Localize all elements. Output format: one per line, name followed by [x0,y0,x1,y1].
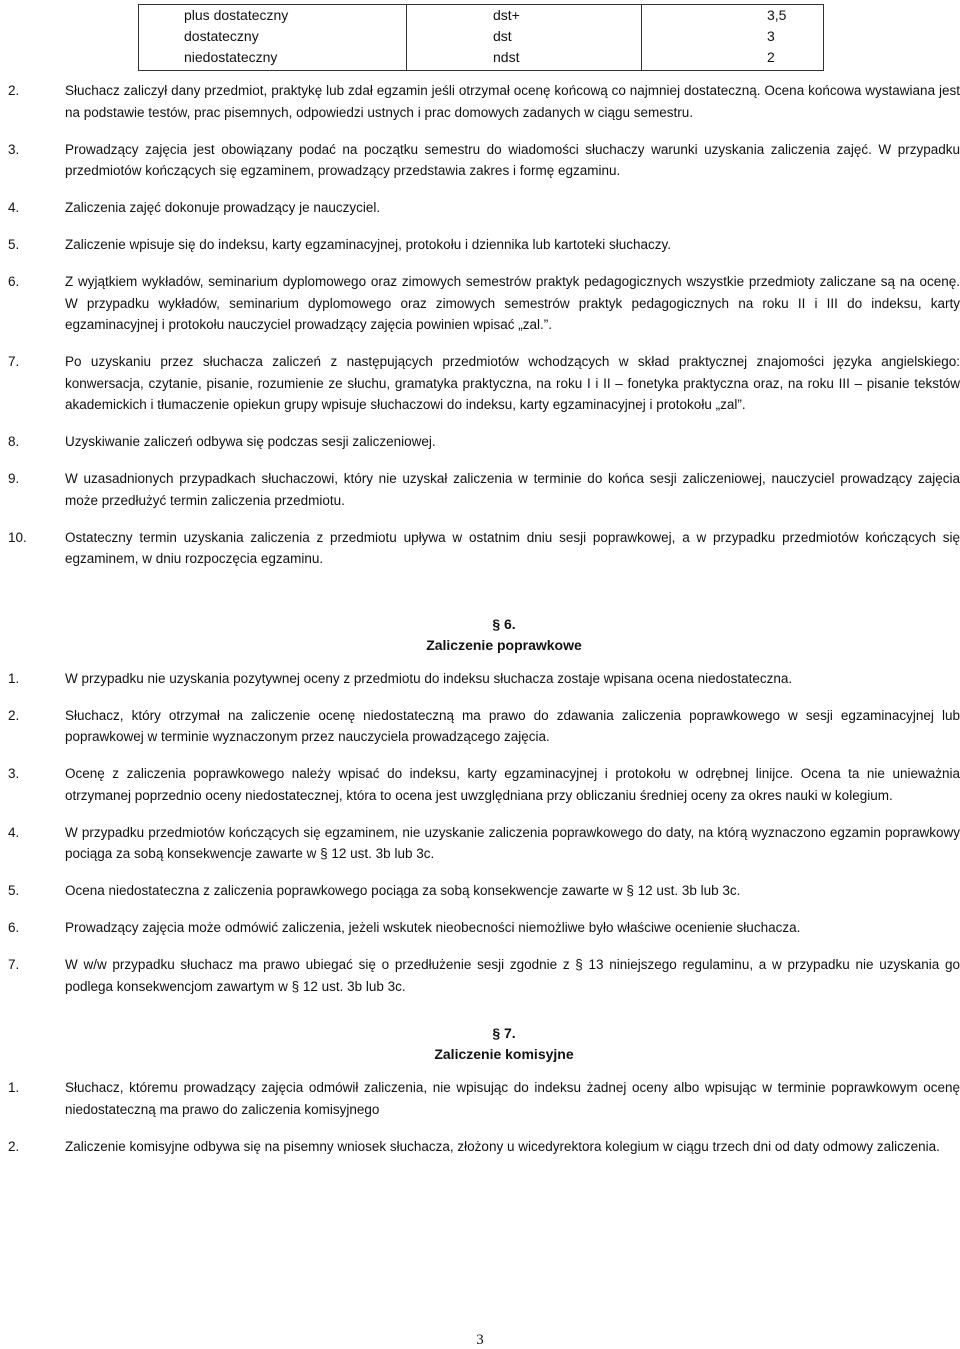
item-text: Słuchacz, który otrzymał na zaliczenie ocenę niedostateczną ma prawo do zdawania zaliczenia poprawkowego w sesji egzaminacyjnej lub poprawkowej w terminie wyznaczonym przez nauczyciela prowadzącego zajęcia. [65,707,960,744]
item-number: 1. [8,670,20,686]
item-text: Z wyjątkiem wykładów, seminarium dyplomowego oraz zimowych semestrów praktyk pedagogicznych wszystkie przedmioty zaliczane są na ocenę. W przypadku wykładów, seminarium dyplomowego oraz zimowych semestrów praktyk pedagogicznych na roku II i III do indeksu, karty egzaminacyjnej i protokołu nauczyciel prowadzący zajęcia powinien wpisać „zal.”. [65,274,960,332]
grade-name-cell [139,5,407,71]
item-number: 2. [8,707,20,723]
item-text: Zaliczenie komisyjne odbywa się na pisemny wniosek słuchacza, złożony u wicedyrektora kolegium w ciągu trzech dni od daty odmowy zaliczenia. [65,1138,940,1154]
item-text: Ocena niedostateczna z zaliczenia poprawkowego pociąga za sobą konsekwencje zawarte w § 12 ust. 3b lub 3c. [65,883,741,898]
item-number: 2. [8,83,20,98]
item-text: Zaliczenia zajęć dokonuje prowadzący je nauczyciel. [65,200,381,215]
item-number: 1. [8,1080,20,1095]
list-item [8,234,960,256]
list-item [8,917,960,939]
item-number: 5. [8,237,20,252]
grade-name: plus dostateczny [184,7,289,23]
list-item [8,139,960,182]
item-text: Ostateczny termin uzyskania zaliczenia z przedmiotu upływa w ostatnim dniu sesji poprawkowej, a w przypadku przedmiotów kończących się egzaminem, w dniu rozpoczęcia egzaminu. [65,529,960,566]
item-text: W przypadku przedmiotów kończących się egzaminem, nie uzyskanie zaliczenia poprawkowego do daty, na którą wyznaczono egzamin poprawkowy pociąga za sobą konsekwencje zawarte w § 12 ust. 3b lub 3c. [65,824,960,861]
item-number: 3. [8,766,20,781]
item-number: 7. [8,354,20,369]
list-item [8,668,960,690]
item-text: Ocenę z zaliczenia poprawkowego należy wpisać do indeksu, karty egzaminacyjnej i protokołu w odrębnej linijce. Ocena ta nie unieważnia otrzymanej poprzednio oceny niedostatecznej, która to ocena jest uwzględniana przy obliczaniu średniej oceny za okres nauki w kolegium. [65,766,960,803]
list-item [8,763,960,806]
item-text: Prowadzący zajęcia może odmówić zaliczenia, jeżeli wskutek nieobecności niemożliwe było właściwe ocenienie słuchacza. [65,920,801,935]
grade-name: niedostateczny [184,49,278,65]
page-number: 3 [476,1332,484,1348]
list-item [8,431,960,453]
grade-value: 3 [767,28,775,44]
item-text: Słuchacz, któremu prowadzący zajęcia odmówił zaliczenia, nie wpisując do indeksu żadnej oceny albo wpisując w terminie poprawkowym ocenę niedostateczną ma prawo do zaliczenia komisyjnego [65,1080,960,1117]
list-item [8,1077,960,1120]
item-text: W uzasadnionych przypadkach słuchaczowi, który nie uzyskał zaliczenia w terminie do końca sesji zaliczeniowej, nauczyciel prowadzący zajęcia może przedłużyć termin zaliczenia przedmiotu. [65,471,960,508]
list-item [8,880,960,902]
item-number: 8. [8,434,20,449]
list-item [8,527,960,570]
grade-value: 3,5 [767,7,787,23]
section-number: § 7. [492,1025,516,1041]
section-number: § 6. [492,615,516,632]
grade-abbr: dst [493,28,512,44]
grade-table [138,4,824,71]
item-number: 2. [8,1138,20,1154]
list-item [8,351,960,416]
list-item [8,954,960,997]
item-text: W w/w przypadku słuchacz ma prawo ubiegać się o przedłużenie sesji zgodnie z § 13 niniejszego regulaminu, a w przypadku nie uzyskania go podlega konsekwencjom zawartym w § 12 ust. 3b lub 3c. [65,957,960,994]
document-body [8,80,960,1173]
item-number: 10. [8,529,27,545]
item-text: Słuchacz zaliczył dany przedmiot, praktykę lub zdał egzamin jeśli otrzymał ocenę końcową co najmniej dostateczną. Ocena końcowa wystawiana jest na podstawie testów, prac pisemnych, odpowiedzi ustnych i prac domowych zadanych w ciągu semestru. [65,83,960,120]
grade-abbr-cell [407,5,642,71]
item-number: 6. [8,274,20,289]
section-title: Zaliczenie poprawkowe [426,636,582,653]
item-number: 5. [8,883,20,898]
item-number: 9. [8,471,20,486]
list-item [8,1136,960,1158]
list-item [8,197,960,219]
item-number: 7. [8,957,20,972]
grade-value: 2 [767,49,775,65]
grade-name: dostateczny [184,28,259,44]
list-item [8,80,960,123]
item-text: W przypadku nie uzyskania pozytywnej oceny z przedmiotu do indeksu słuchacza zostaje wpisana ocena niedostateczna. [65,670,793,686]
item-text: Prowadzący zajęcia jest obowiązany podać na początku semestru do wiadomości słuchaczy warunki uzyskania zaliczenia zajęć. W przypadku przedmiotów kończących się egzaminem, prowadzący przedstawia zakres i formę egzaminu. [65,141,960,178]
item-number: 3. [8,141,20,157]
item-number: 4. [8,824,20,840]
list-item [8,271,960,336]
grade-abbr: dst+ [493,7,520,23]
grade-value-cell [642,5,824,71]
item-number: 4. [8,200,20,215]
item-text: Uzyskiwanie zaliczeń odbywa się podczas sesji zaliczeniowej. [65,434,436,449]
item-number: 6. [8,920,20,935]
list-item [8,822,960,865]
item-text: Zaliczenie wpisuje się do indeksu, karty egzaminacyjnej, protokołu i dziennika lub kartoteki słuchaczy. [65,237,672,252]
grade-table-row [139,5,824,71]
list-item [8,705,960,748]
section-title: Zaliczenie komisyjne [434,1046,574,1062]
list-item [8,468,960,511]
item-text: Po uzyskaniu przez słuchacza zaliczeń z następujących przedmiotów wchodzących w skład praktycznej znajomości języka angielskiego: konwersacja, czytanie, pisanie, rozumienie ze słuchu, gramatyka praktyczna, na roku I i II – fonetyka praktyczna oraz, na roku III – pisanie tekstów akademickich i tłumaczenie opiekun grupy wpisuje słuchaczowi do indeksu, karty egzaminacyjnej i protokołu „zal”. [65,354,960,412]
grade-abbr: ndst [493,49,520,65]
